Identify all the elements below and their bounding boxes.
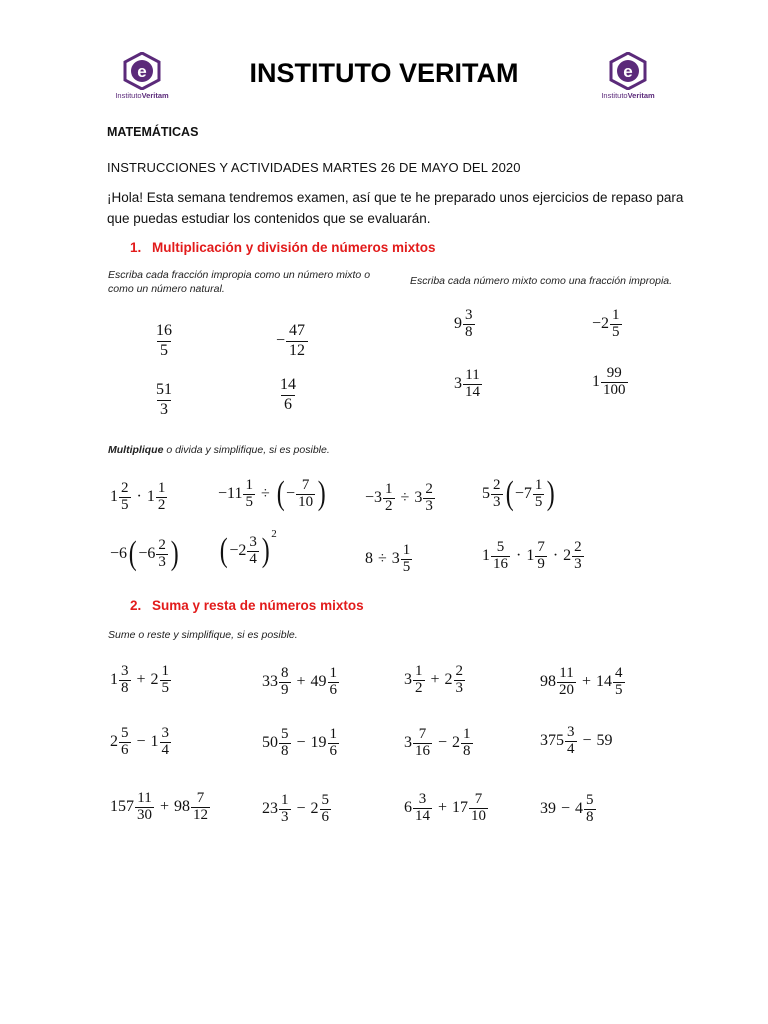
exercise-improper-1: $\frac{16}{5}$ <box>156 322 172 359</box>
exercise-sum-4: 98 $\frac{11}{20}$ + 14 $\frac{4}{5}$ <box>540 665 623 698</box>
exercise-sum-9: 157 $\frac{11}{30}$ + 98 $\frac{7}{12}$ <box>110 790 209 823</box>
section-title: Multiplicación y división de números mixtos <box>152 240 436 255</box>
exercise-product-3: − 3 $\frac{1}{2}$ ÷ 3 $\frac{2}{3}$ <box>365 481 433 514</box>
exercise-sum-3: 3 $\frac{1}{2}$ + 2 $\frac{2}{3}$ <box>404 663 464 696</box>
note-improper-to-mixed: Escriba cada fracción impropia como un número mixto o como un número natural. <box>108 269 371 295</box>
exercise-sum-12: 39 − 4 $\frac{5}{8}$ <box>540 792 594 825</box>
logo-caption: InstitutoVeritam <box>115 91 169 100</box>
exercise-sum-10: 23 $\frac{1}{3}$ − 2 $\frac{5}{6}$ <box>262 792 330 825</box>
exercise-product-5: − 6 ( − 6 $\frac{2}{3}$ ) <box>110 535 179 572</box>
page-title: INSTITUTO VERITAM <box>249 58 519 88</box>
exercise-sum-11: 6 $\frac{3}{14}$ + 17 $\frac{7}{10}$ <box>404 791 487 824</box>
exercise-sum-7: 3 $\frac{7}{16}$ − 2 $\frac{1}{8}$ <box>404 726 471 759</box>
exercise-sum-2: 33 $\frac{8}{9}$ + 49 $\frac{1}{6}$ <box>262 665 338 698</box>
exercise-product-8: 1 $\frac{5}{16}$ · 1 $\frac{7}{9}$ · 2 $\frac{2}{3}$ <box>482 539 582 572</box>
svg-text:e: e <box>623 62 633 81</box>
exercise-sum-1: 1 $\frac{3}{8}$ + 2 $\frac{1}{5}$ <box>110 663 170 696</box>
exercise-sum-8: 375 $\frac{3}{4}$ − 59 <box>540 724 613 757</box>
section-number: 1. <box>130 240 142 255</box>
exercise-improper-4: $\frac{14}{6}$ <box>280 376 296 413</box>
exercise-sum-6: 50 $\frac{5}{8}$ − 19 $\frac{1}{6}$ <box>262 726 338 759</box>
exercise-product-4: 5 $\frac{2}{3}$ ( − 7 $\frac{1}{5}$ ) <box>482 475 555 512</box>
exercise-mixed-3: 3 $\frac{11}{14}$ <box>454 367 480 400</box>
svg-text:e: e <box>137 62 147 81</box>
section-1-heading <box>130 240 436 255</box>
section-number: 2. <box>130 598 142 613</box>
exercise-product-1: 1 $\frac{2}{5}$ · 1 $\frac{1}{2}$ <box>110 480 166 513</box>
exercise-improper-2: − $\frac{47}{12}$ <box>276 322 309 361</box>
section-title: Suma y resta de números mixtos <box>152 598 364 613</box>
subject-heading: MATEMÁTICAS <box>107 125 199 139</box>
note-mixed-to-improper: Escriba cada número mixto como una fracción impropia. <box>410 275 673 287</box>
exercise-mixed-1: 9 $\frac{3}{8}$ <box>454 307 473 340</box>
exercise-mixed-4: 1 $\frac{99}{100}$ <box>592 365 626 398</box>
note-multiply-divide: Multiplique o divida y simplifique, si es posible. <box>108 444 330 456</box>
exercise-product-7: 8 ÷ 3 $\frac{1}{5}$ <box>365 542 411 575</box>
exercise-sum-5: 2 $\frac{5}{6}$ − 1 $\frac{3}{4}$ <box>110 725 170 758</box>
exercise-product-6: ( − 2 $\frac{3}{4}$ ) 2 <box>219 528 277 569</box>
exercise-mixed-2: − 2 $\frac{1}{5}$ <box>592 307 620 340</box>
logo-caption: InstitutoVeritam <box>601 91 655 100</box>
exercise-improper-3: $\frac{51}{3}$ <box>156 381 172 418</box>
section-2-heading <box>130 598 364 613</box>
logo-right <box>590 52 666 112</box>
intro-paragraph: ¡Hola! Esta semana tendremos examen, así que te he preparado unos ejercicios de repaso para que puedas estudiar los contenidos que se evaluarán. <box>107 190 684 226</box>
exercise-product-2: − 11 $\frac{1}{5}$ ÷ ( − $\frac{7}{10}$ ) <box>218 475 326 512</box>
note-add-subtract: Sume o reste y simplifique, si es posible. <box>108 629 298 641</box>
logo-mark-icon <box>608 52 648 90</box>
instructions-heading: INSTRUCCIONES Y ACTIVIDADES MARTES 26 DE MAYO DEL 2020 <box>107 160 521 175</box>
